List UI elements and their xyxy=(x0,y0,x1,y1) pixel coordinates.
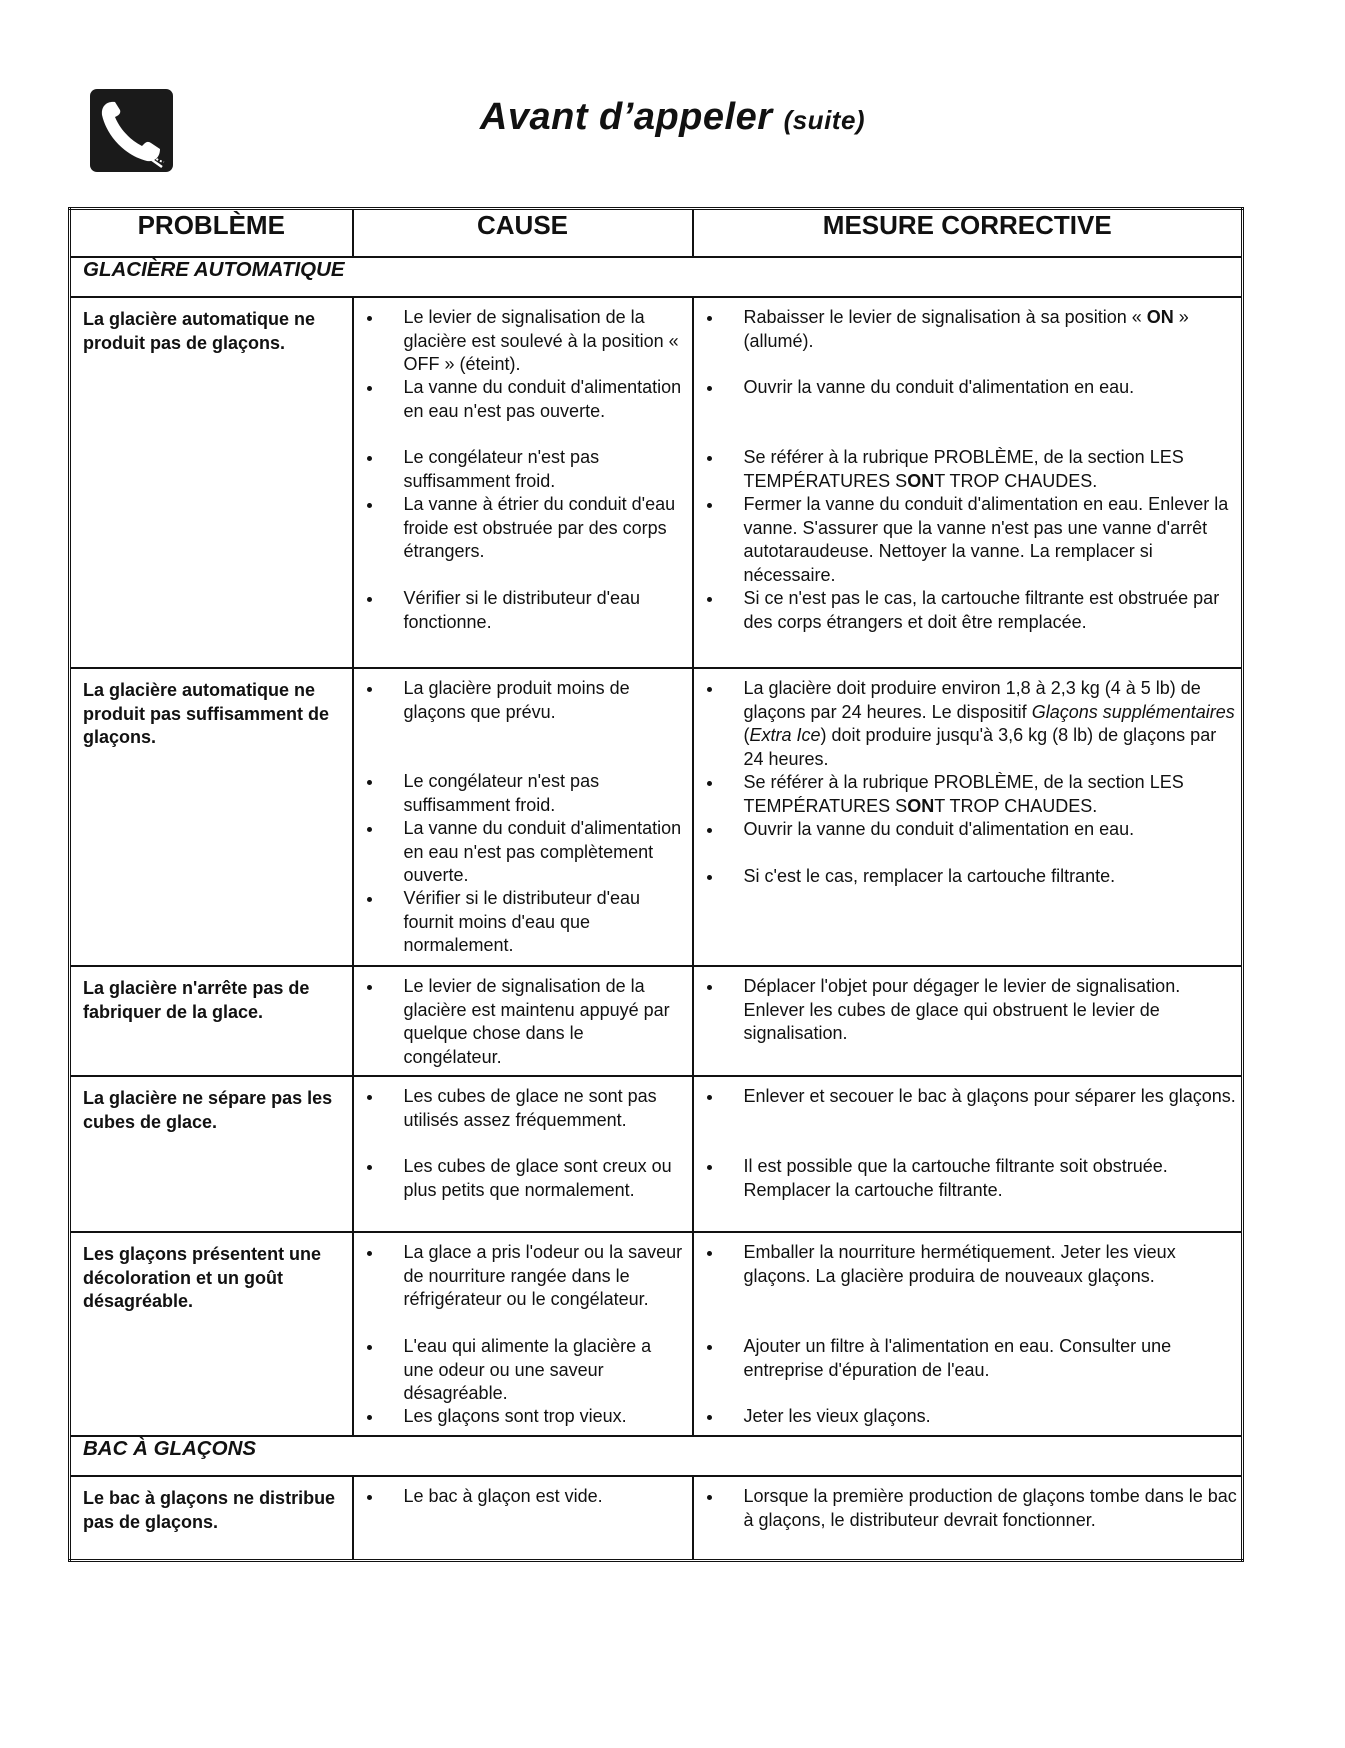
cause-spacer xyxy=(354,563,692,587)
cause-cell xyxy=(353,1232,693,1436)
cause-item: Le congélateur n'est pas suffisamment froid. xyxy=(354,770,692,817)
fix-item: Si c'est le cas, remplacer la cartouche filtrante. xyxy=(694,865,1242,912)
fix-cell xyxy=(693,1076,1243,1232)
cause-item: Les cubes de glace ne sont pas utilisés assez fréquemment. xyxy=(354,1085,692,1155)
fix-item: Lorsque la première production de glaçons tombe dans le bac à glaçons, le distributeur devrait fonctionner. xyxy=(694,1485,1242,1532)
section-title: BAC À GLAÇONS xyxy=(70,1436,1243,1476)
cause-cell xyxy=(353,966,693,1076)
section-row xyxy=(70,257,1243,297)
fix-item: Ajouter un filtre à l'alimentation en eau. Consulter une entreprise d'épuration de l'eau. xyxy=(694,1335,1242,1382)
fix-item: La glacière doit produire environ 1,8 à 2,3 kg (4 à 5 lb) de glaçons par 24 heures. Le dispositif Glaçons supplémentaires (Extra Ice) doit produire jusqu'à 3,6 kg (8 lb) de glaçons par 24 heures. xyxy=(694,677,1242,771)
troubleshooting-table xyxy=(68,207,1244,1562)
table-row xyxy=(70,1076,1243,1232)
fix-item: Déplacer l'objet pour dégager le levier de signalisation. Enlever les cubes de glace qui obstruent le levier de signalisation. xyxy=(694,975,1242,1046)
fix-item: Il est possible que la cartouche filtrante soit obstruée. Remplacer la cartouche filtrante. xyxy=(694,1155,1242,1202)
table-row xyxy=(70,297,1243,668)
problem-cell: Les glaçons présentent une décoloration et un goût désagréable. xyxy=(70,1232,353,1436)
cause-cell xyxy=(353,668,693,966)
column-header-mesure: MESURE CORRECTIVE xyxy=(693,209,1243,258)
fix-spacer xyxy=(694,1311,1242,1335)
fix-cell xyxy=(693,1476,1243,1560)
cause-item: Le levier de signalisation de la glacière est maintenu appuyé par quelque chose dans le congélateur. xyxy=(354,975,692,1069)
page-title-main: Avant d’appeler xyxy=(479,96,773,138)
cause-cell xyxy=(353,1076,693,1232)
cause-cell xyxy=(353,1476,693,1560)
cause-spacer xyxy=(354,747,692,770)
problem-cell: La glacière n'arrête pas de fabriquer de la glace. xyxy=(70,966,353,1076)
fix-item: Ouvrir la vanne du conduit d'alimentation en eau. xyxy=(694,376,1242,423)
fix-item: Se référer à la rubrique PROBLÈME, de la section LES TEMPÉRATURES SONT TROP CHAUDES. xyxy=(694,771,1242,818)
cause-spacer xyxy=(354,724,692,747)
fix-item: Rabaisser le levier de signalisation à sa position « ON » (allumé). xyxy=(694,306,1242,353)
problem-cell: La glacière automatique ne produit pas suffisamment de glaçons. xyxy=(70,668,353,966)
page-title-suite: (suite) xyxy=(783,105,866,135)
cause-item: La vanne du conduit d'alimentation en eau n'est pas complètement ouverte. xyxy=(354,817,692,887)
fix-item: Enlever et secouer le bac à glaçons pour séparer les glaçons. xyxy=(694,1085,1242,1132)
section-row xyxy=(70,1436,1243,1476)
column-header-probleme: PROBLÈME xyxy=(70,209,353,258)
section-title: GLACIÈRE AUTOMATIQUE xyxy=(70,257,1243,297)
cause-item: Le congélateur n'est pas suffisamment froid. xyxy=(354,446,692,493)
column-header-cause: CAUSE xyxy=(353,209,693,258)
fix-spacer xyxy=(694,1382,1242,1405)
fix-cell xyxy=(693,966,1243,1076)
page-title xyxy=(0,96,1345,139)
cause-item: Les glaçons sont trop vieux. xyxy=(354,1405,692,1429)
cause-item: L'eau qui alimente la glacière a une odeur ou une saveur désagréable. xyxy=(354,1335,692,1405)
fix-item: Fermer la vanne du conduit d'alimentation en eau. Enlever la vanne. S'assurer que la vanne n'est pas une vanne d'arrêt autotaraudeuse. Nettoyer la vanne. La remplacer si nécessaire. xyxy=(694,493,1242,587)
problem-cell: La glacière automatique ne produit pas de glaçons. xyxy=(70,297,353,668)
fix-spacer xyxy=(694,353,1242,376)
fix-item: Se référer à la rubrique PROBLÈME, de la section LES TEMPÉRATURES SONT TROP CHAUDES. xyxy=(694,446,1242,493)
cause-cell xyxy=(353,297,693,668)
fix-item: Jeter les vieux glaçons. xyxy=(694,1405,1242,1429)
problem-cell: La glacière ne sépare pas les cubes de glace. xyxy=(70,1076,353,1232)
fix-cell xyxy=(693,297,1243,668)
table-row xyxy=(70,1232,1243,1436)
cause-item: La glacière produit moins de glaçons que prévu. xyxy=(354,677,692,724)
fix-item: Emballer la nourriture hermétiquement. Jeter les vieux glaçons. La glacière produira de nouveaux glaçons. xyxy=(694,1241,1242,1288)
fix-spacer xyxy=(694,1132,1242,1155)
cause-item: La vanne du conduit d'alimentation en eau n'est pas ouverte. xyxy=(354,376,692,446)
fix-spacer xyxy=(694,1288,1242,1311)
problem-cell: Le bac à glaçons ne distribue pas de glaçons. xyxy=(70,1476,353,1560)
cause-item: Vérifier si le distributeur d'eau fournit moins d'eau que normalement. xyxy=(354,887,692,957)
cause-item: Le levier de signalisation de la glacière est soulevé à la position « OFF » (éteint). xyxy=(354,306,692,376)
fix-cell xyxy=(693,1232,1243,1436)
table-header-row xyxy=(70,209,1243,258)
fix-item: Ouvrir la vanne du conduit d'alimentation en eau. xyxy=(694,818,1242,865)
table-row xyxy=(70,668,1243,966)
cause-item: Le bac à glaçon est vide. xyxy=(354,1485,692,1509)
cause-item: La vanne à étrier du conduit d'eau froide est obstruée par des corps étrangers. xyxy=(354,493,692,563)
fix-cell xyxy=(693,668,1243,966)
cause-item: Les cubes de glace sont creux ou plus petits que normalement. xyxy=(354,1155,692,1225)
cause-item: Vérifier si le distributeur d'eau fonctionne. xyxy=(354,587,692,634)
fix-item: Si ce n'est pas le cas, la cartouche filtrante est obstruée par des corps étrangers et doit être remplacée. xyxy=(694,587,1242,657)
cause-item: La glace a pris l'odeur ou la saveur de nourriture rangée dans le réfrigérateur ou le congélateur. xyxy=(354,1241,692,1335)
table-row xyxy=(70,966,1243,1076)
fix-spacer xyxy=(694,423,1242,446)
table-row xyxy=(70,1476,1243,1560)
